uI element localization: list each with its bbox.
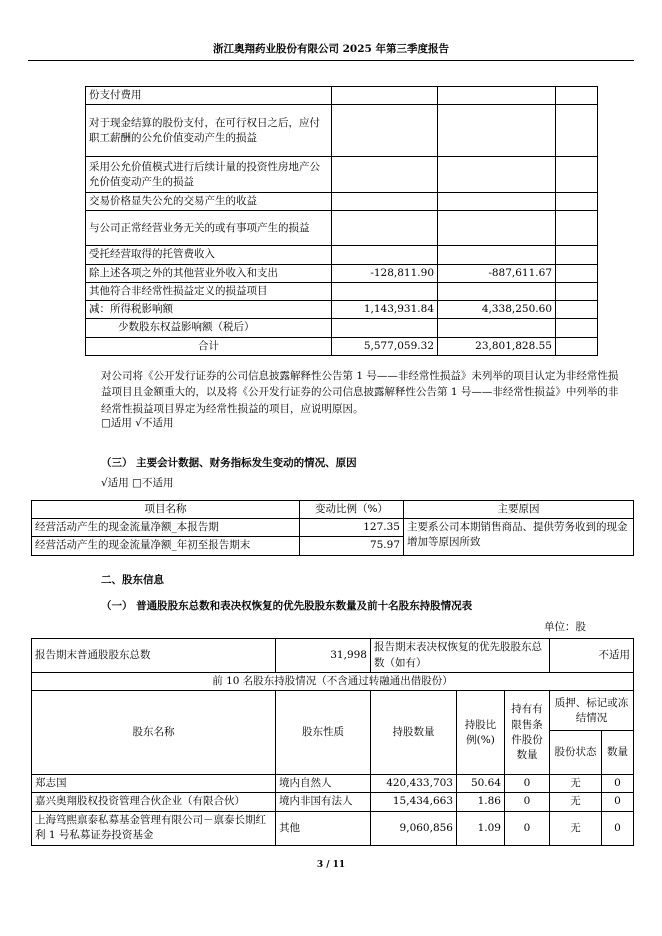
current-period-amount-cell: 1,143,931.84 bbox=[332, 301, 438, 319]
nonrecurring-row bbox=[86, 211, 598, 246]
page-number: 3 / 11 bbox=[316, 860, 346, 870]
item-label-cell: 除上述各项之外的其他营业外收入和支出 bbox=[86, 264, 332, 282]
note-cell bbox=[556, 337, 598, 355]
header-share-quantity: 持股数量 bbox=[371, 691, 457, 775]
share-quantity-cell: 9,060,856 bbox=[371, 811, 457, 845]
pledge-quantity-cell: 0 bbox=[602, 775, 634, 793]
item-label-cell: 对于现金结算的股份支付，在可行权日之后，应付职工薪酬的公允价值变动产生的损益 bbox=[86, 105, 332, 157]
share-quantity-cell: 15,434,663 bbox=[371, 793, 457, 811]
shareholders-table bbox=[31, 638, 634, 846]
restricted-shares-cell: 0 bbox=[505, 775, 550, 793]
ytd-amount-cell bbox=[438, 246, 556, 264]
item-label-cell: 减：所得税影响额 bbox=[86, 301, 332, 319]
pledge-status-cell: 无 bbox=[550, 775, 602, 793]
item-name-cell: 经营活动产生的现金流量净额_年初至报告期末 bbox=[32, 537, 300, 555]
current-period-amount-cell bbox=[332, 157, 438, 193]
note-cell bbox=[556, 319, 598, 337]
nonrecurring-row bbox=[86, 337, 598, 355]
current-period-amount-cell bbox=[332, 87, 438, 105]
shareholder-name-cell: 郑志国 bbox=[32, 775, 276, 793]
current-period-amount-cell bbox=[332, 319, 438, 337]
header-change-ratio: 变动比例（%） bbox=[300, 501, 404, 519]
current-period-amount-cell: 5,577,059.32 bbox=[332, 337, 438, 355]
nonrecurring-items-table bbox=[85, 86, 598, 356]
shareholder-name-cell: 嘉兴奥翔股权投资管理合伙企业（有限合伙） bbox=[32, 793, 276, 811]
current-period-amount-cell bbox=[332, 105, 438, 157]
top10-caption: 前 10 名股东持股情况（不含通过转融通出借股份） bbox=[32, 673, 634, 691]
header-pledge: 质押、标记或冻结情况 bbox=[550, 691, 634, 731]
header-item-name: 项目名称 bbox=[32, 501, 300, 519]
ytd-amount-cell bbox=[438, 282, 556, 300]
current-period-amount-cell: -128,811.90 bbox=[332, 264, 438, 282]
header-pledge-quantity: 数量 bbox=[602, 731, 634, 775]
current-period-amount-cell bbox=[332, 193, 438, 211]
nonrecurring-row bbox=[86, 157, 598, 193]
item-label-cell: 与公司正常经营业务无关的或有事项产生的损益 bbox=[86, 211, 332, 246]
total-shareholders-label: 报告期末普通股股东总数 bbox=[32, 639, 276, 673]
unit-label: 单位：股 bbox=[544, 621, 586, 633]
header-pledge-status: 股份状态 bbox=[550, 731, 602, 775]
pledge-status-cell: 无 bbox=[550, 793, 602, 811]
pledge-quantity-cell: 0 bbox=[602, 793, 634, 811]
restricted-shares-cell: 0 bbox=[505, 793, 550, 811]
nonrecurring-row bbox=[86, 193, 598, 211]
note-cell bbox=[556, 264, 598, 282]
nonrecurring-row bbox=[86, 282, 598, 300]
note-cell bbox=[556, 301, 598, 319]
item-label-cell: 份支付费用 bbox=[86, 87, 332, 105]
shareholder-row bbox=[32, 775, 634, 793]
preferred-shareholders-label: 报告期末表决权恢复的优先股股东总数（如有） bbox=[371, 639, 550, 673]
restricted-shares-cell: 0 bbox=[505, 811, 550, 845]
total-shareholders-value: 31,998 bbox=[276, 639, 371, 673]
shareholder-name-cell: 上海笃熙禀泰私募基金管理有限公司－禀泰长期红利 1 号私募证券投资基金 bbox=[32, 811, 276, 845]
header-share-percent: 持股比例(%) bbox=[457, 691, 505, 775]
note-paragraph: 对公司将《公开发行证券的公司信息披露解释性公告第 1 号——非经常性损益》未列举的项目认定为非经常性损益项目且金额重大的，以及将《公开发行证券的公司信息披露解释性公告第 1 号——非经常性损益》中列举的非经常性损益项目界定为经常性损益的项目，应说明原因。 bbox=[101, 370, 619, 415]
note-cell bbox=[556, 246, 598, 264]
shareholder-nature-cell: 境内非国有法人 bbox=[276, 793, 371, 811]
share-quantity-cell: 420,433,703 bbox=[371, 775, 457, 793]
shareholder-row bbox=[32, 793, 634, 811]
ytd-amount-cell: 23,801,828.55 bbox=[438, 337, 556, 355]
main-reason-cell: 主要系公司本期销售商品、提供劳务收到的现金增加等原因所致 bbox=[404, 519, 634, 555]
ytd-amount-cell: 4,338,250.60 bbox=[438, 301, 556, 319]
nonrecurring-row bbox=[86, 319, 598, 337]
current-period-amount-cell bbox=[332, 246, 438, 264]
header-shareholder-nature: 股东性质 bbox=[276, 691, 371, 775]
ytd-amount-cell: -887,611.67 bbox=[438, 264, 556, 282]
shareholders-subtitle: （一） 普通股股东总数和表决权恢复的优先股股东数量及前十名股东持股情况表 bbox=[101, 600, 473, 612]
change-ratio-cell: 127.35 bbox=[300, 519, 404, 537]
shareholder-nature-cell: 境内自然人 bbox=[276, 775, 371, 793]
pledge-quantity-cell: 0 bbox=[602, 811, 634, 845]
ytd-amount-cell bbox=[438, 193, 556, 211]
note-cell bbox=[556, 87, 598, 105]
preferred-shareholders-value: 不适用 bbox=[550, 639, 634, 673]
report-header: 浙江奥翔药业股份有限公司 2025 年第三季度报告 bbox=[28, 42, 634, 61]
note-cell bbox=[556, 105, 598, 157]
item-label-cell: 受托经营取得的托管费收入 bbox=[86, 246, 332, 264]
nonrecurring-row bbox=[86, 301, 598, 319]
ytd-amount-cell bbox=[438, 87, 556, 105]
section3-title: （三） 主要会计数据、财务指标发生变动的情况、原因 bbox=[101, 457, 357, 469]
shareholders-section-title: 二、股东信息 bbox=[101, 574, 164, 586]
shareholder-nature-cell: 其他 bbox=[276, 811, 371, 845]
note-cell bbox=[556, 211, 598, 246]
ytd-amount-cell bbox=[438, 211, 556, 246]
share-percent-cell: 50.64 bbox=[457, 775, 505, 793]
item-label-cell: 少数股东权益影响额（税后） bbox=[86, 319, 332, 337]
ytd-amount-cell bbox=[438, 157, 556, 193]
header-main-reason: 主要原因 bbox=[404, 501, 634, 519]
current-period-amount-cell bbox=[332, 282, 438, 300]
item-name-cell: 经营活动产生的现金流量净额_本报告期 bbox=[32, 519, 300, 537]
item-label-cell: 采用公允价值模式进行后续计量的投资性房地产公允价值变动产生的损益 bbox=[86, 157, 332, 193]
share-percent-cell: 1.09 bbox=[457, 811, 505, 845]
note-cell bbox=[556, 282, 598, 300]
nonrecurring-row bbox=[86, 105, 598, 157]
note-choice: □适用 √不适用 bbox=[101, 417, 174, 429]
header-restricted-shares: 持有有限售条件股份数量 bbox=[505, 691, 550, 775]
nonrecurring-row bbox=[86, 87, 598, 105]
ytd-amount-cell bbox=[438, 105, 556, 157]
nonrecurring-row bbox=[86, 246, 598, 264]
item-label-cell: 交易价格显失公允的交易产生的收益 bbox=[86, 193, 332, 211]
change-ratio-cell: 75.97 bbox=[300, 537, 404, 555]
note-cell bbox=[556, 193, 598, 211]
pledge-status-cell: 无 bbox=[550, 811, 602, 845]
change-ratio-table bbox=[31, 500, 634, 556]
item-label-cell: 合计 bbox=[86, 337, 332, 355]
ytd-amount-cell bbox=[438, 319, 556, 337]
shareholder-row bbox=[32, 811, 634, 845]
item-label-cell: 其他符合非经常性损益定义的损益项目 bbox=[86, 282, 332, 300]
share-percent-cell: 1.86 bbox=[457, 793, 505, 811]
section3-choice: √适用 □不适用 bbox=[101, 477, 174, 489]
header-shareholder-name: 股东名称 bbox=[32, 691, 276, 775]
note-cell bbox=[556, 157, 598, 193]
current-period-amount-cell bbox=[332, 211, 438, 246]
nonrecurring-row bbox=[86, 264, 598, 282]
